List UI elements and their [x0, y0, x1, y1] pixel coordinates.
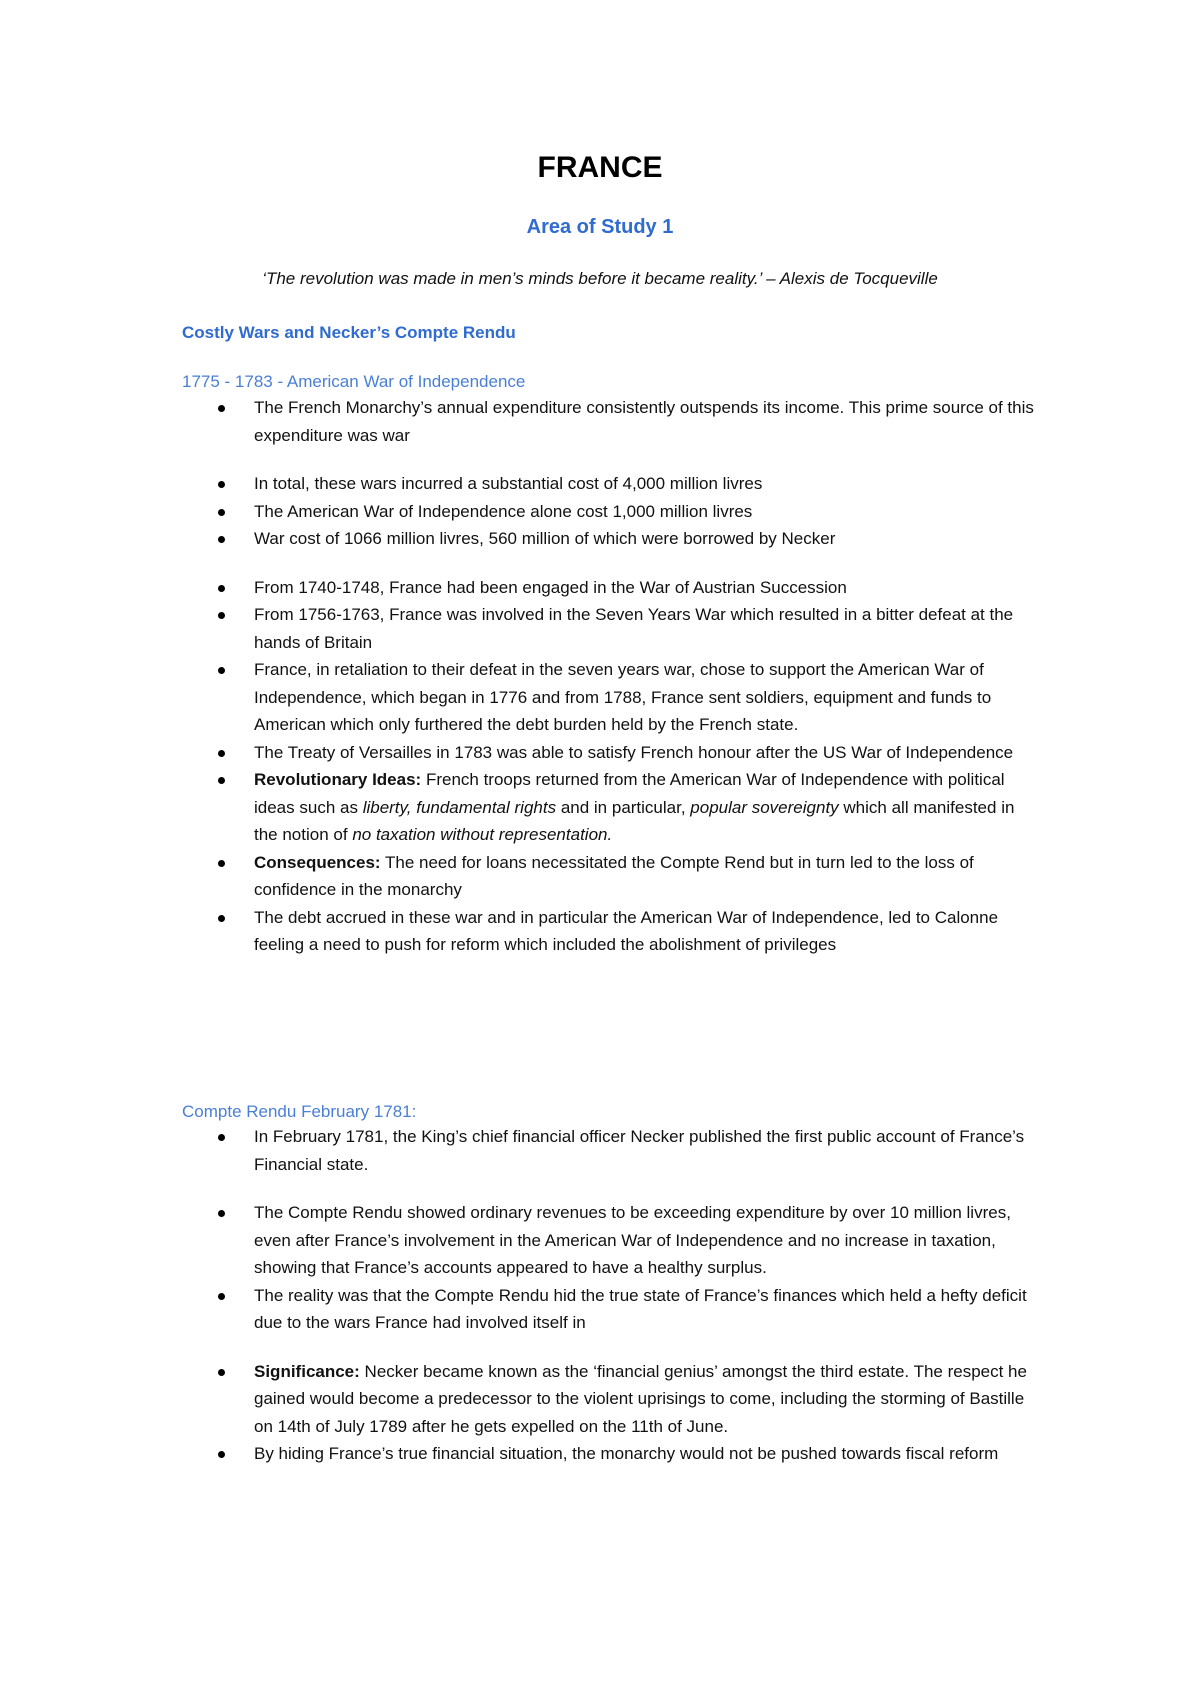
- bullet-text: The debt accrued in these war and in particular the American War of Independence, led to Calonne feeling a need to push for reform which included the abolishment of privileges: [254, 907, 999, 954]
- list-item: [0, 904, 1034, 959]
- list-item: [0, 656, 1034, 739]
- american-war-heading: 1775 - 1783 - American War of Independence: [182, 372, 526, 391]
- bullet-icon: [218, 777, 225, 784]
- bullet-icon: [218, 860, 225, 867]
- bullet-icon: [218, 667, 225, 674]
- bullet-text: French troops returned from the American War of Independence with political ideas such as: [254, 770, 1005, 817]
- bullet-icon: [218, 1210, 225, 1217]
- bullet-icon: [218, 750, 225, 757]
- bullet-icon: [218, 1369, 225, 1376]
- bullet-text: The reality was that the Compte Rendu hid the true state of France’s finances which held a hefty deficit due to the wars France had involved itself in: [254, 1285, 1027, 1332]
- bullet-text: France, in retaliation to their defeat in the seven years war, chose to support the American War of Independence, which began in 1776 and from 1788, France sent soldiers, equipment and funds to American which only furthered the debt burden held by the French state.: [254, 660, 992, 734]
- list-item: [0, 1199, 1034, 1282]
- bullet-label: Significance:: [254, 1361, 360, 1381]
- bullet-icon: [218, 1134, 225, 1141]
- list-item: [0, 525, 1034, 553]
- bullet-icon: [218, 405, 225, 412]
- section-heading: Costly Wars and Necker’s Compte Rendu: [182, 323, 516, 342]
- bullet-text: The American War of Independence alone cost 1,000 million livres: [254, 501, 753, 521]
- tocqueville-quote: ‘The revolution was made in men’s minds before it became reality.’ – Alexis de Tocqueville: [262, 269, 938, 288]
- bullet-text: .: [607, 825, 613, 844]
- bullet-text: From 1740-1748, France had been engaged in the War of Austrian Succession: [254, 577, 847, 597]
- bullet-text: In February 1781, the King’s chief financial officer Necker published the first public account of France’s Financial state.: [254, 1127, 1025, 1174]
- bullet-text: The French Monarchy’s annual expenditure consistently outspends its income. This prime source of this expenditure was war: [254, 398, 1034, 445]
- list-item: [0, 1123, 1034, 1178]
- list-item: [0, 498, 1034, 526]
- bullet-text: War cost of 1066 million livres, 560 million of which were borrowed by Necker: [254, 529, 836, 548]
- compte-rendu-bullets: [0, 1123, 1200, 1468]
- bullet-text: and in particular,: [556, 797, 691, 817]
- compte-rendu-heading: Compte Rendu February 1781:: [182, 1102, 417, 1121]
- bullet-text: which all manifested in the notion of: [254, 797, 1015, 844]
- list-item: [0, 394, 1034, 449]
- bullet-emphasis: no taxation without representation: [352, 825, 608, 844]
- list-item: [0, 766, 1034, 849]
- list-item: [0, 574, 1034, 602]
- bullet-emphasis: liberty, fundamental rights: [362, 797, 557, 817]
- list-item: [0, 849, 1034, 904]
- list-item: [0, 1358, 1034, 1441]
- bullet-icon: [218, 1451, 225, 1458]
- bullet-text: The Treaty of Versailles in 1783 was able to satisfy French honour after the US War of Independence: [254, 742, 1014, 762]
- bullet-emphasis: popular sovereignty: [690, 797, 839, 817]
- list-item: [0, 739, 1034, 767]
- bullet-icon: [218, 481, 225, 488]
- bullet-label: Consequences:: [254, 852, 381, 872]
- bullet-icon: [218, 1293, 225, 1300]
- list-item: [0, 1282, 1034, 1337]
- bullet-text: The need for loans necessitated the Compte Rend but in turn led to the loss of confidence in the monarchy: [254, 852, 974, 899]
- bullet-text: By hiding France’s true financial situation, the monarchy would not be pushed towards fiscal reform: [254, 1444, 999, 1463]
- list-item: [0, 1440, 1034, 1468]
- list-item: [0, 470, 1034, 498]
- bullet-icon: [218, 536, 225, 543]
- bullet-icon: [218, 915, 225, 922]
- bullet-icon: [218, 509, 225, 516]
- american-war-bullets: [0, 394, 1200, 959]
- bullet-icon: [218, 585, 225, 592]
- bullet-text: Necker became known as the ‘financial genius’ amongst the third estate. The respect he gained would become a predecessor to the violent uprisings to come, including the storming of Bastille on 14th of July 1789 after he gets expelled on the 11th of June.: [254, 1361, 1027, 1436]
- bullet-label: Revolutionary Ideas:: [254, 770, 422, 789]
- bullet-text: In total, these wars incurred a substantial cost of 4,000 million livres: [254, 474, 763, 493]
- bullet-icon: [218, 612, 225, 619]
- document-subtitle: Area of Study 1: [526, 216, 674, 238]
- bullet-text: The Compte Rendu showed ordinary revenues to be exceeding expenditure by over 10 million livres, even after France’s involvement in the American War of Independence and no increase in taxation, showing that France’s accounts appeared to have a healthy surplus.: [254, 1203, 1011, 1277]
- document-title: FRANCE: [537, 151, 663, 184]
- list-item: [0, 601, 1034, 656]
- bullet-text: From 1756-1763, France was involved in the Seven Years War which resulted in a bitter defeat at the hands of Britain: [254, 605, 1014, 652]
